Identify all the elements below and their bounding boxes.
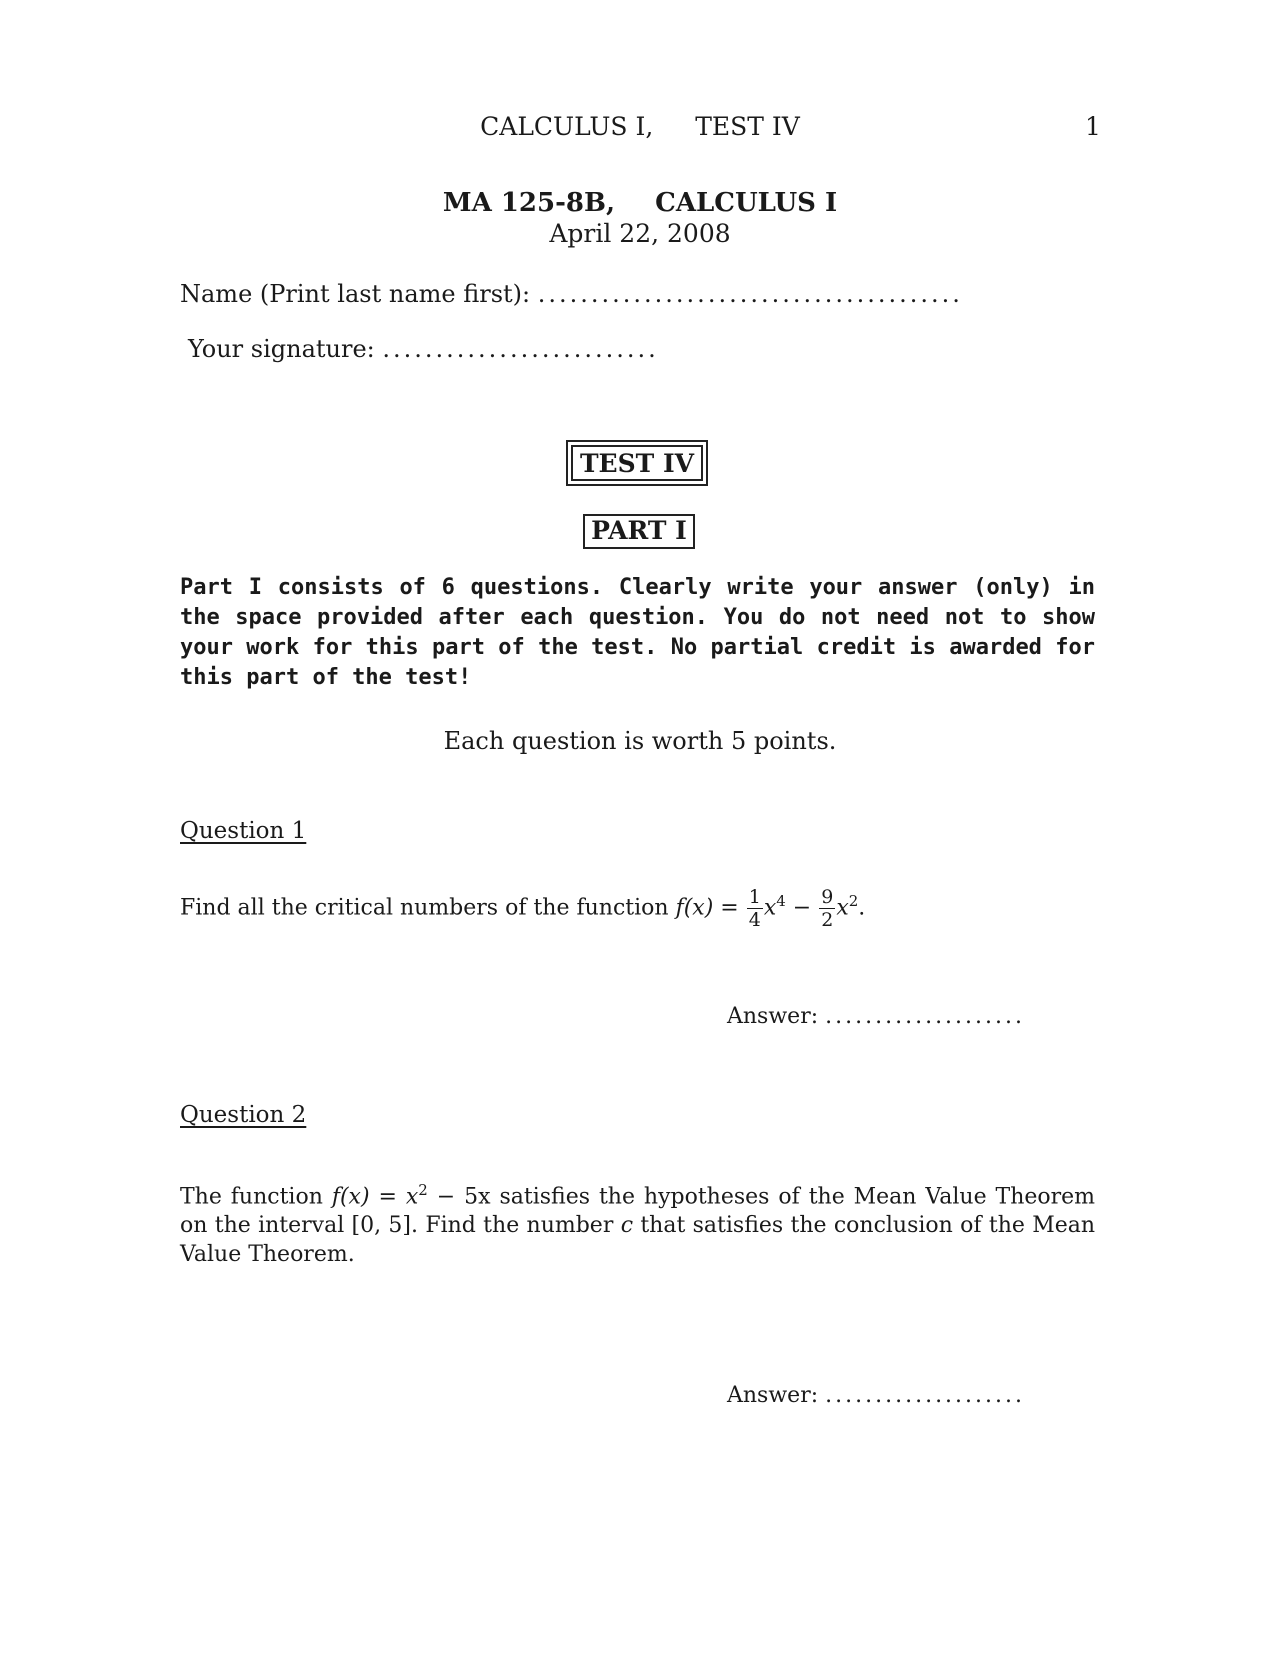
answer-blank: .................... [825,1004,1026,1029]
test-box [566,440,708,486]
question-2-text-c: that satisfies the conclusion of the Mean Value Theorem. [180,1213,1096,1268]
formula-period: . [858,895,866,921]
test-box-label: TEST IV [571,445,703,481]
answer-label: Answer: [727,1383,819,1408]
question-2-rest: − 5x [436,1184,491,1210]
question-1-text [180,886,865,931]
question-2-fx: f(x) [331,1184,370,1210]
term-1-exponent: 4 [776,892,786,911]
part-box: PART I [583,514,695,549]
name-label: Name (Print last name first): [180,280,531,308]
fraction-2-denominator: 2 [821,909,834,931]
question-1-answer [727,1004,1025,1029]
question-2-c: c [620,1213,634,1239]
question-2-text [180,1176,1095,1269]
question-2-exponent: 2 [418,1181,428,1199]
answer-blank: .................... [825,1383,1026,1408]
points-note: Each question is worth 5 points. [443,727,837,755]
name-blank: ........................................ [537,280,963,308]
question-2-text-b: satisfies the hypotheses of the Mean Value Theorem on the interval [0, 5]. Find the number [180,1184,1096,1239]
question-1-heading: Question 1 [180,818,307,844]
question-2-x: x [405,1184,419,1210]
fraction-1-denominator: 4 [748,909,761,931]
question-1-lhs: f(x) = [675,895,739,921]
signature-label: Your signature: [188,335,375,363]
answer-label: Answer: [727,1004,819,1029]
term-2-variable: x [836,895,849,921]
fraction-2-numerator: 9 [821,886,834,908]
header-title-left: CALCULUS I, [480,112,654,141]
signature-field [188,335,659,363]
question-1-prefix: Find all the critical numbers of the function [180,895,669,921]
course-name: CALCULUS I [655,188,838,218]
fraction-one-quarter [747,886,763,931]
header-title-right: TEST IV [695,112,800,141]
question-2-heading: Question 2 [180,1102,307,1128]
term-2-exponent: 2 [848,892,859,911]
term-1-variable: x [763,895,777,921]
minus-sign: − [792,895,812,921]
course-code: MA 125-8B, [442,188,615,218]
course-title [0,188,1280,218]
question-2-answer [727,1383,1025,1408]
fraction-nine-halves [819,886,835,931]
fraction-1-numerator: 1 [748,886,761,908]
exam-date: April 22, 2008 [549,219,731,248]
name-field [180,280,963,308]
page-number: 1 [1085,112,1101,141]
question-2-equals: = [378,1184,397,1210]
signature-blank: .......................... [382,335,659,363]
instructions: Part I consists of 6 questions. Clearly write your answer (only) in the space provided after each question. You do not need not to show your work for this part of the test. No partial credit is awarded for this part of the test! [180,575,1095,690]
question-2-text-a: The function [180,1184,323,1210]
